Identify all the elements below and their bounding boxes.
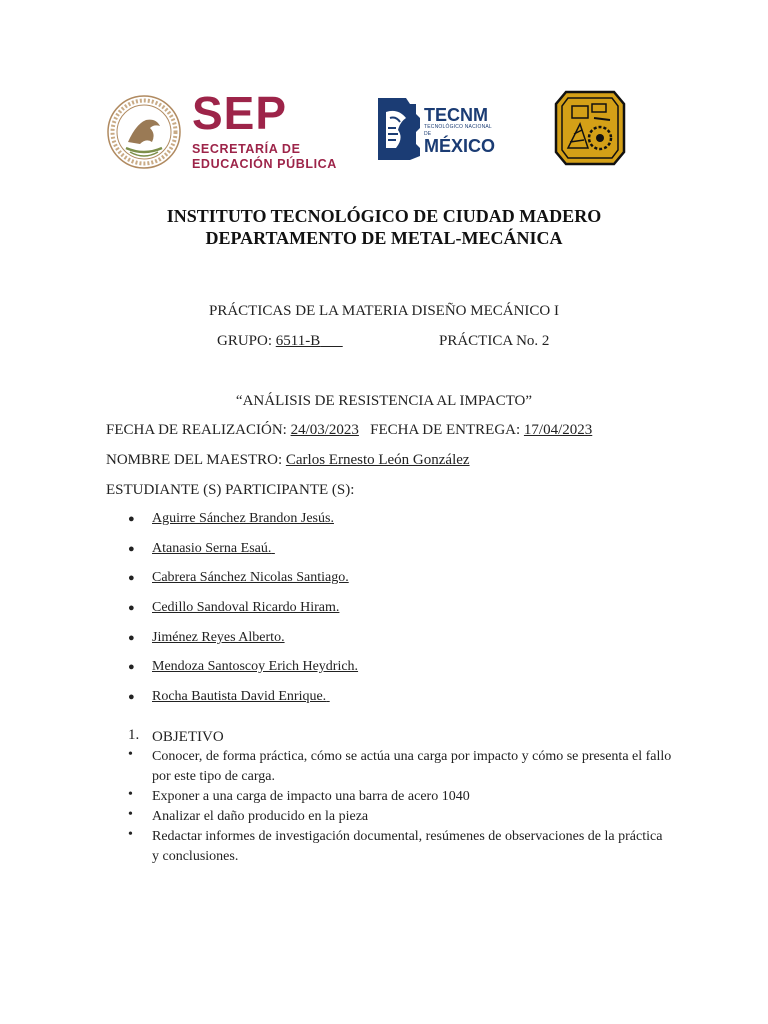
list-item (128, 600, 339, 616)
tecnm-country: MÉXICO (424, 136, 496, 156)
objective-text: Analizar el daño producido en la pieza (152, 809, 369, 824)
sep-subtitle-2: EDUCACIÓN PÚBLICA (192, 157, 337, 171)
logo-header (0, 86, 768, 170)
group-value: 6511-B (275, 333, 321, 349)
practice-number: PRÁCTICA No. 2 (439, 333, 550, 349)
objective-item (128, 787, 688, 807)
objective-item (128, 827, 688, 867)
student-name: Mendoza Santoscoy Erich Heydrich. (152, 659, 359, 674)
list-item (128, 689, 330, 705)
dates-line (106, 422, 592, 439)
bullet-icon: ● (128, 691, 135, 703)
bullet-icon: ● (128, 572, 135, 584)
list-item (128, 630, 285, 646)
sep-title: SEP (192, 87, 288, 139)
itcm-logo (554, 90, 626, 166)
student-name: Cedillo Sandoval Ricardo Hiram. (152, 600, 340, 615)
group-line (217, 333, 343, 350)
bullet-icon: ● (128, 543, 135, 555)
list-item (128, 541, 275, 557)
bullet-icon: • (128, 787, 133, 802)
bullet-icon: • (128, 807, 133, 822)
bullet-icon: ● (128, 513, 135, 525)
sep-logo (106, 87, 346, 172)
bullet-icon: • (128, 747, 133, 762)
delivery-date: 17/04/2023 (523, 422, 593, 438)
bullet-icon: ● (128, 661, 135, 673)
tecnm-logo (376, 92, 496, 164)
tecnm-gear-head-icon (376, 94, 422, 164)
objective-heading (128, 727, 688, 747)
objective-text: Exponer a una carga de impacto una barra de acero 1040 (152, 789, 470, 804)
objective-item (128, 807, 688, 827)
student-name: Cabrera Sánchez Nicolas Santiago. (152, 570, 349, 585)
list-item (128, 570, 349, 586)
students-label: ESTUDIANTE (S) PARTICIPANTE (S): (106, 482, 355, 498)
department-title: DEPARTAMENTO DE METAL-MECÁNICA (205, 228, 563, 248)
sep-wordmark (192, 87, 337, 172)
bullet-icon: • (128, 827, 133, 842)
student-name: Rocha Bautista David Enrique. (152, 689, 327, 704)
group-label: GRUPO: (217, 333, 273, 349)
tecnm-wordmark (424, 106, 496, 155)
student-name: Aguirre Sánchez Brandon Jesús. (152, 511, 334, 526)
realization-date: 24/03/2023 (290, 422, 359, 438)
tecnm-title: TECNM (424, 105, 488, 125)
bullet-icon: ● (128, 632, 135, 644)
objective-text: Redactar informes de investigación documental, resúmenes de observaciones de la práctica y conclusiones. (152, 829, 663, 864)
list-item (128, 511, 334, 527)
objective-text: Conocer, de forma práctica, cómo se actúa una carga por impacto y cómo se presenta el fallo por este tipo de carga. (152, 749, 672, 784)
course-title: PRÁCTICAS DE LA MATERIA DISEÑO MECÁNICO I (208, 303, 560, 319)
student-name: Jiménez Reyes Alberto. (152, 630, 285, 645)
institute-shield-emblem-icon (554, 90, 626, 166)
sep-subtitle-1: SECRETARÍA DE (192, 142, 301, 156)
teacher-name: Carlos Ernesto León González (285, 452, 470, 468)
bullet-icon: ● (128, 602, 135, 614)
mexican-coat-of-arms-seal-icon (106, 94, 182, 170)
institute-title: INSTITUTO TECNOLÓGICO DE CIUDAD MADERO (166, 206, 602, 226)
realization-label: FECHA DE REALIZACIÓN: (106, 422, 287, 438)
objective-title: OBJETIVO (152, 729, 224, 745)
list-item (128, 659, 358, 675)
teacher-line (106, 452, 470, 469)
practice-title: “ANÁLISIS DE RESISTENCIA AL IMPACTO” (235, 393, 533, 409)
objective-number: 1. (128, 727, 140, 743)
teacher-label: NOMBRE DEL MAESTRO: (106, 452, 283, 468)
student-name: Atanasio Serna Esaú. (152, 541, 272, 556)
delivery-label: FECHA DE ENTREGA: (370, 422, 521, 438)
objective-item (128, 747, 688, 787)
tecnm-subtitle: TECNOLÓGICO NACIONAL DE (424, 124, 492, 137)
